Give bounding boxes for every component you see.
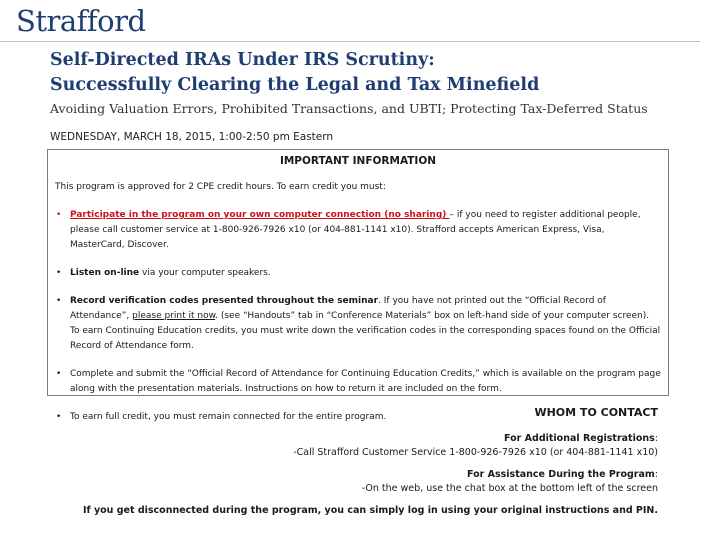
- bullet-marker: •: [56, 412, 62, 422]
- requirements-list: [55, 208, 661, 425]
- page-title-line1: Self-Directed IRAs Under IRS Scrutiny:: [50, 50, 435, 70]
- disconnect-instructions: If you get disconnected during the program, you can simply log in using your original instructions and PIN.: [82, 505, 658, 516]
- info-heading: IMPORTANT INFORMATION: [279, 155, 437, 167]
- own-connection-requirement: Participate in the program on your own computer connection (no sharing): [70, 210, 450, 220]
- registrations-colon: :: [654, 433, 658, 444]
- assistance-heading-text: For Assistance During the Program: [467, 469, 655, 480]
- registrations-heading: [504, 433, 658, 444]
- print-it-now-text: please print it now: [132, 311, 216, 321]
- info-intro: This program is approved for 2 CPE credit hours. To earn credit you must:: [55, 182, 386, 192]
- bullet-marker: •: [56, 210, 62, 220]
- list-item: [55, 266, 661, 281]
- listen-online-text: via your computer speakers.: [139, 268, 271, 278]
- bullet-marker: •: [56, 369, 62, 379]
- assistance-colon: :: [654, 469, 658, 480]
- full-credit-text: To earn full credit, you must remain connected for the entire program.: [70, 412, 387, 422]
- bullet-marker: •: [56, 268, 62, 278]
- list-item: [55, 208, 661, 253]
- registrations-heading-text: For Additional Registrations: [504, 433, 655, 444]
- verification-text-part: . (see “Handouts” tab in “Conference Materials” box on left-hand side of your computer screen). To earn Continuing Education credits, you must write down the verification codes in the corresponding spaces found on the Official Record of Attendance form.: [70, 311, 661, 351]
- listen-online-label: Listen on-line: [70, 268, 140, 278]
- event-datetime: WEDNESDAY, MARCH 18, 2015, 1:00-2:50 pm Eastern: [50, 131, 334, 143]
- registration-note: – if you need to register additional people, please call customer service at 1-800-926-7926 x10 (or 404-881-1141 x10). Strafford accepts American Express, Visa, MasterCard, Discover.: [70, 210, 641, 250]
- list-item: [55, 294, 661, 354]
- header-divider: [0, 41, 700, 42]
- page-subtitle: Avoiding Valuation Errors, Prohibited Transactions, and UBTI; Protecting Tax-Deferred Status: [50, 101, 648, 116]
- registrations-phone: -Call Strafford Customer Service 1-800-926-7926 x10 (or 404-881-1141 x10): [293, 447, 658, 458]
- list-item: [55, 367, 661, 397]
- bullet-marker: •: [56, 296, 62, 306]
- strafford-logo: Strafford: [16, 4, 146, 38]
- submit-record-text: Complete and submit the “Official Record of Attendance for Continuing Education Credits,” which is available on the program page along with the presentation materials. Instructions on how to return it are included on the form.: [70, 369, 661, 394]
- page-title-line2: Successfully Clearing the Legal and Tax Minefield: [50, 75, 540, 95]
- verification-text-part: . If you have not printed out the “Official Record of Attendance”,: [70, 296, 606, 321]
- whom-to-contact-heading: WHOM TO CONTACT: [534, 406, 658, 419]
- assistance-chat-line: -On the web, use the chat box at the bottom left of the screen: [361, 483, 658, 494]
- assistance-heading: [467, 469, 658, 480]
- verification-codes-label: Record verification codes presented throughout the seminar: [70, 296, 379, 306]
